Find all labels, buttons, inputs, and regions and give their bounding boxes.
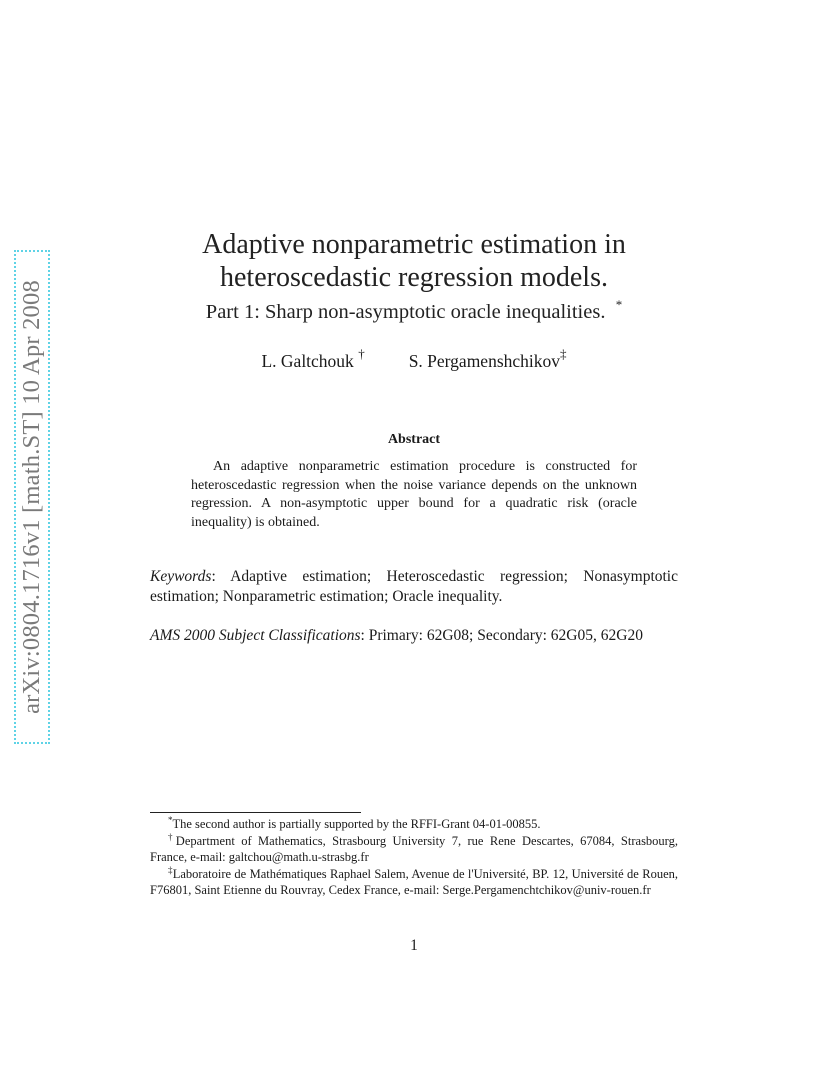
footnote-text: Laboratoire de Mathématiques Raphael Salem, Avenue de l'Université, BP. 12, Université de Rouen, F76801, Saint Etienne du Rouvray, Cedex France, e-mail: Serge.Pergamenchtchikov@univ-rouen.fr: [150, 866, 678, 897]
footnote-1: [150, 816, 678, 833]
footnote-3: [150, 866, 678, 899]
footnote-mark: *: [168, 815, 173, 825]
keywords-label: Keywords: [150, 568, 212, 585]
author-list: [150, 346, 678, 372]
footnote-2: [150, 833, 678, 866]
title-line-1: Adaptive nonparametric estimation in: [202, 229, 626, 260]
author-mark: ‡: [560, 346, 567, 361]
subtitle-text: Part 1: Sharp non-asymptotic oracle inequalities.: [205, 301, 606, 323]
title-line-2: heteroscedastic regression models.: [220, 262, 608, 293]
footnote-mark: †: [168, 831, 176, 842]
paper-subtitle: [150, 297, 678, 324]
author-2: [408, 346, 567, 371]
ams-text: : Primary: 62G08; Secondary: 62G05, 62G20: [360, 627, 643, 644]
footnotes: [150, 816, 678, 899]
paper-title: [150, 228, 678, 294]
abstract-heading: Abstract: [387, 432, 441, 447]
keywords: [150, 567, 678, 607]
author-1: [261, 346, 365, 371]
subtitle-footnote-mark: *: [615, 297, 623, 312]
footnote-text: The second author is partially supported by the RFFI-Grant 04-01-00855.: [172, 817, 541, 831]
ams-classification: [150, 626, 678, 646]
ams-label: AMS 2000 Subject Classifications: [150, 627, 361, 644]
abstract-body: An adaptive nonparametric estimation procedure is constructed for heteroscedastic regression when the noise variance depends on the unknown regression. A non-asymptotic upper bound for a quadratic risk (oracle inequality) is obtained.: [191, 459, 637, 530]
arxiv-stamp-text: arXiv:0804.1716v1 [math.ST] 10 Apr 2008: [18, 280, 45, 714]
arxiv-stamp: [14, 250, 50, 744]
footnote-text: Department of Mathematics, Strasbourg University 7, rue Rene Descartes, 67084, Strasbourg, France, e-mail: galtchou@math.u-strasbg.fr: [150, 833, 678, 864]
footnote-mark: ‡: [168, 864, 173, 875]
page-number: 1: [410, 937, 418, 954]
footnote-rule: [150, 812, 361, 813]
author-name: S. Pergamenshchikov: [408, 351, 561, 371]
author-name: L. Galtchouk: [261, 351, 354, 371]
keywords-text: : Adaptive estimation; Heteroscedastic regression; Nonasymptotic estimation; Nonparametric estimation; Oracle inequality.: [150, 568, 678, 605]
author-mark: †: [358, 346, 365, 361]
